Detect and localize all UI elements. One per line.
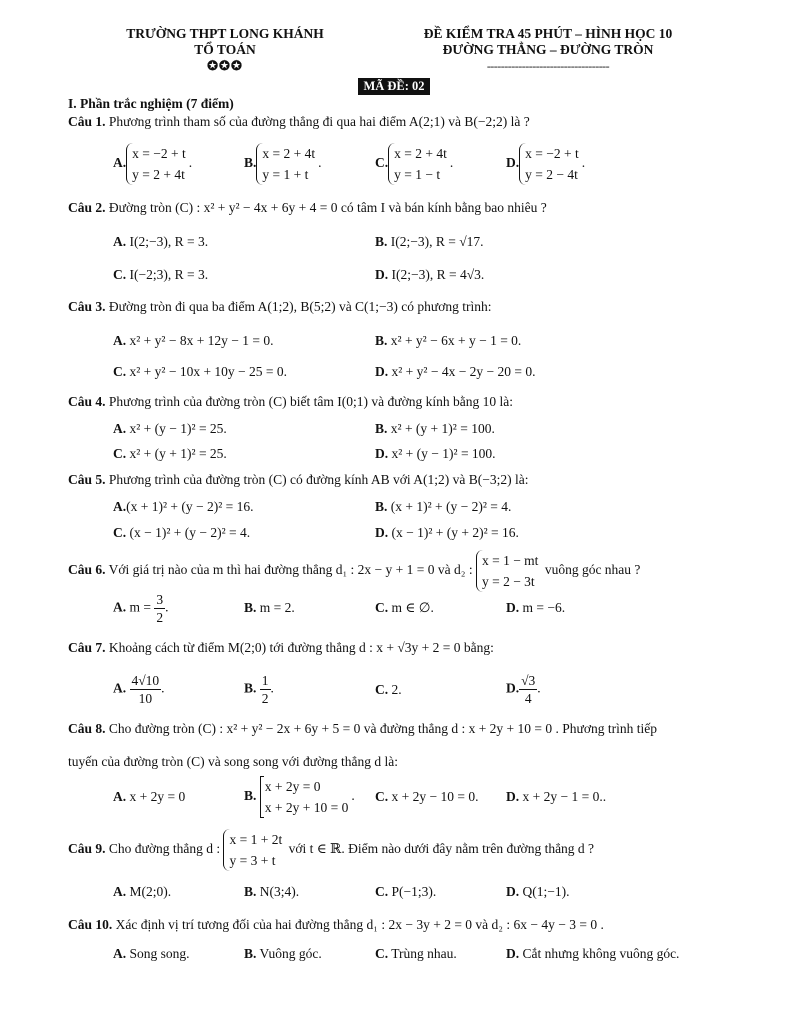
- question-4: [68, 394, 513, 410]
- q8-option-b[interactable]: [244, 776, 355, 818]
- option-label: D.: [506, 680, 520, 696]
- fraction: [519, 672, 537, 707]
- fraction: [154, 591, 165, 626]
- option-system: [388, 143, 450, 185]
- option-punct: .: [270, 680, 274, 696]
- q3-option-a[interactable]: [113, 333, 274, 349]
- question-label: Câu 1.: [68, 114, 106, 129]
- school-name: TRƯỜNG THPT LONG KHÁNH: [126, 26, 324, 41]
- q3-option-d[interactable]: [375, 364, 536, 380]
- option-label: D.: [375, 446, 389, 461]
- option-text: Vuông góc.: [259, 946, 322, 961]
- option-punct: .: [161, 680, 165, 696]
- numerator: 1: [261, 673, 269, 688]
- option-label: A.: [113, 234, 127, 249]
- system-row: x = 1 + 2t: [229, 832, 283, 847]
- system-row: y = 1 − t: [394, 167, 441, 182]
- q2-option-c[interactable]: [113, 267, 208, 283]
- option-text: I(2;−3), R = √17.: [390, 234, 484, 249]
- q4-option-a[interactable]: [113, 421, 227, 437]
- option-label: B.: [375, 333, 388, 348]
- option-label: C.: [375, 946, 389, 961]
- option-text: (x − 1)² + (y + 2)² = 16.: [391, 525, 519, 540]
- question-8: [68, 719, 728, 772]
- option-label: B.: [375, 234, 388, 249]
- option-system: [126, 143, 189, 185]
- option-label: A.: [113, 599, 127, 615]
- option-label: B.: [244, 884, 257, 899]
- option-system: [519, 143, 582, 185]
- option-label: C.: [113, 267, 127, 282]
- q7-option-c[interactable]: [375, 682, 402, 698]
- q7-option-b[interactable]: [244, 672, 274, 707]
- system-row: y = 1 + t: [262, 167, 309, 182]
- option-text: x + 2y − 1 = 0..: [522, 789, 607, 804]
- option-label: A.: [113, 884, 127, 899]
- q3-option-c[interactable]: [113, 364, 287, 380]
- denominator: 10: [138, 691, 153, 706]
- option-label: D.: [375, 525, 389, 540]
- option-text: m = −6.: [522, 600, 566, 615]
- option-label: A.: [113, 333, 127, 348]
- option-system: [256, 143, 318, 185]
- question-label: Câu 7.: [68, 640, 106, 655]
- option-text: x² + (y − 1)² = 25.: [129, 421, 227, 436]
- question-3: [68, 299, 492, 315]
- option-text: Trùng nhau.: [391, 946, 457, 961]
- q7-option-a[interactable]: [113, 672, 165, 707]
- option-label: D.: [506, 884, 520, 899]
- q5-option-d[interactable]: [375, 525, 519, 541]
- q9-option-b[interactable]: [244, 884, 299, 900]
- question-label: Câu 8.: [68, 721, 106, 736]
- system-row: x + 2y + 10 = 0: [264, 800, 349, 815]
- option-text: (x + 1)² + (y − 2)² = 4.: [390, 499, 512, 514]
- line-system: [223, 829, 285, 871]
- denominator: 4: [524, 691, 532, 706]
- option-text: m = 2.: [259, 600, 295, 615]
- option-text: x² + y² − 4x − 2y − 20 = 0.: [391, 364, 536, 379]
- question-text: Với giá trị nào của m thì hai đường thẳng d₁ : 2x − y + 1 = 0 và d₂ :: [105, 562, 473, 578]
- option-label: A.: [113, 680, 127, 696]
- option-label: B.: [244, 788, 257, 804]
- question-7: [68, 640, 494, 656]
- department-name: TỔ TOÁN: [194, 42, 256, 57]
- q2-option-a[interactable]: [113, 234, 208, 250]
- q4-option-b[interactable]: [375, 421, 495, 437]
- numerator: 4√10: [131, 673, 160, 688]
- fraction: [260, 672, 271, 707]
- q2-option-d[interactable]: [375, 267, 484, 283]
- option-text: x² + (y + 1)² = 100.: [390, 421, 495, 436]
- option-text: x² + y² − 6x + y − 1 = 0.: [390, 333, 522, 348]
- exam-title: ĐỀ KIỂM TRA 45 PHÚT – HÌNH HỌC 10: [423, 26, 673, 41]
- option-label: A.: [113, 789, 127, 804]
- question-2: [68, 200, 547, 216]
- exam-code-badge: MÃ ĐỀ: 02: [358, 78, 430, 95]
- system-row: y = 3 + t: [229, 853, 276, 868]
- option-punct: .: [537, 680, 541, 696]
- q10-option-b[interactable]: [244, 946, 322, 962]
- q6-option-a[interactable]: [113, 591, 169, 626]
- option-label: C.: [375, 789, 389, 804]
- q5-option-b[interactable]: [375, 499, 511, 515]
- option-label: B.: [375, 421, 388, 436]
- question-10: [68, 917, 604, 933]
- exam-header: [398, 26, 698, 74]
- option-label: C.: [375, 682, 389, 697]
- denominator: 2: [156, 610, 164, 625]
- header-divider: -----------------------------------: [486, 59, 610, 73]
- q3-option-b[interactable]: [375, 333, 521, 349]
- question-text: Đường tròn (C) : x² + y² − 4x + 6y + 4 = 0 có tâm I và bán kính bằng bao nhiêu ?: [105, 200, 547, 215]
- q2-option-b[interactable]: [375, 234, 484, 250]
- system-row: y = 2 − 4t: [525, 167, 578, 182]
- question-text-line2: tuyến của đường tròn (C) và song song với đường thẳng d là:: [68, 754, 399, 769]
- q10-option-d[interactable]: [506, 946, 679, 962]
- school-header: [95, 26, 355, 74]
- option-label: C.: [375, 884, 389, 899]
- q7-option-d[interactable]: [506, 672, 541, 707]
- option-text: 2.: [391, 682, 402, 697]
- section-title: I. Phần trắc nghiệm (7 điểm): [68, 96, 234, 111]
- q8-option-a[interactable]: [113, 789, 185, 805]
- option-punct: .: [165, 599, 169, 615]
- option-text: m ∈ ∅.: [391, 600, 434, 615]
- question-label: Câu 9.: [68, 841, 106, 857]
- option-text: Cắt nhưng không vuông góc.: [522, 946, 680, 961]
- option-label: B.: [244, 600, 257, 615]
- option-text: Song song.: [129, 946, 190, 961]
- system-row: y = 2 + 4t: [132, 167, 185, 182]
- question-text: Phương trình của đường tròn (C) biết tâm I(0;1) và đường kính bằng 10 là:: [105, 394, 513, 409]
- question-label: Câu 5.: [68, 472, 106, 487]
- q4-option-c[interactable]: [113, 446, 227, 462]
- option-label: A.: [113, 946, 127, 961]
- option-text: I(−2;3), R = 3.: [129, 267, 209, 282]
- question-label: Câu 3.: [68, 299, 106, 314]
- exam-topic: ĐƯỜNG THẲNG – ĐƯỜNG TRÒN: [442, 42, 654, 57]
- system-row: x + 2y = 0: [264, 779, 321, 794]
- option-text: M(2;0).: [129, 884, 172, 899]
- q6-option-d[interactable]: [506, 600, 565, 616]
- q9-option-d[interactable]: [506, 884, 569, 900]
- option-system: [260, 776, 355, 818]
- q5-option-a[interactable]: [113, 499, 254, 515]
- question-9: [68, 829, 594, 871]
- option-label: D.: [506, 946, 520, 961]
- option-text: (x − 1)² + (y − 2)² = 4.: [129, 525, 251, 540]
- q1-option-b[interactable]: B.x = 2 + 4t y = 1 + t.: [244, 143, 322, 185]
- numerator: √3: [521, 673, 536, 688]
- option-label: A.: [113, 421, 127, 436]
- question-label: Câu 4.: [68, 394, 106, 409]
- option-text: x² + y² − 10x + 10y − 25 = 0.: [129, 364, 288, 379]
- option-text: x + 2y − 10 = 0.: [391, 789, 479, 804]
- system-row: x = 2 + 4t: [394, 146, 447, 161]
- option-label: B.: [244, 680, 257, 696]
- q1-option-d[interactable]: D.x = −2 + t y = 2 − 4t.: [506, 143, 585, 185]
- q10-option-a[interactable]: [113, 946, 190, 962]
- system-row: x = −2 + t: [525, 146, 579, 161]
- numerator: 3: [156, 592, 164, 607]
- q8-option-c[interactable]: [375, 789, 478, 805]
- denominator: 2: [261, 691, 269, 706]
- question-6: [68, 550, 640, 592]
- q9-option-c[interactable]: [375, 884, 436, 900]
- question-label: Câu 6.: [68, 562, 106, 578]
- option-label: B.: [375, 499, 388, 514]
- option-text: N(3;4).: [259, 884, 300, 899]
- q6-option-b[interactable]: [244, 600, 295, 616]
- option-text: P(−1;3).: [391, 884, 437, 899]
- option-text: x² + (y + 1)² = 25.: [129, 446, 227, 461]
- question-5: [68, 472, 528, 488]
- option-text: (x + 1)² + (y − 2)² = 16.: [126, 499, 254, 514]
- q5-option-c[interactable]: [113, 525, 250, 541]
- system-row: x = 1 − mt: [481, 553, 539, 568]
- fraction: [130, 672, 165, 707]
- option-label: C.: [375, 155, 389, 171]
- option-label: C.: [113, 446, 127, 461]
- option-label: B.: [244, 155, 257, 171]
- q8-option-d[interactable]: [506, 789, 606, 805]
- question-text: Khoảng cách từ điểm M(2;0) tới đường thẳng d : x + √3y + 2 = 0 bằng:: [105, 640, 494, 655]
- option-label: D.: [375, 267, 389, 282]
- option-label: D.: [506, 600, 520, 615]
- option-text: x² + y² − 8x + 12y − 1 = 0.: [129, 333, 274, 348]
- q9-option-a[interactable]: [113, 884, 171, 900]
- option-text: I(2;−3), R = 3.: [129, 234, 209, 249]
- option-text: I(2;−3), R = 4√3.: [391, 267, 485, 282]
- option-label: D.: [375, 364, 389, 379]
- line-system: [476, 550, 541, 592]
- question-text: Cho đường tròn (C) : x² + y² − 2x + 6y + 5 = 0 và đường thẳng d : x + 2y + 10 = 0 . Phương trình tiếp: [105, 721, 657, 736]
- question-text: Phương trình tham số của đường thẳng đi qua hai điểm A(2;1) và B(−2;2) là ?: [105, 114, 530, 129]
- system-row: x = −2 + t: [132, 146, 186, 161]
- q4-option-d[interactable]: [375, 446, 496, 462]
- option-label: D.: [506, 789, 520, 804]
- option-label: A.: [113, 499, 127, 514]
- q1-option-a[interactable]: A.x = −2 + t y = 2 + 4t.: [113, 143, 192, 185]
- stars-ornament-icon: ✪✪✪: [207, 58, 243, 73]
- option-text: m =: [129, 599, 155, 615]
- question-text: Phương trình của đường tròn (C) có đường kính AB với A(1;2) và B(−3;2) là:: [105, 472, 529, 487]
- question-tail: với t ∈ ℝ. Điểm nào dưới đây nằm trên đường thẳng d ?: [285, 841, 595, 857]
- question-text: Đường tròn đi qua ba điểm A(1;2), B(5;2) và C(1;−3) có phương trình:: [105, 299, 492, 314]
- option-text: x² + (y − 1)² = 100.: [391, 446, 496, 461]
- system-row: y = 2 − 3t: [481, 574, 535, 589]
- question-label: Câu 10.: [68, 917, 113, 932]
- question-text: Xác định vị trí tương đối của hai đường thẳng d₁ : 2x − 3y + 2 = 0 và d₂ : 6x − 4y − 3 = 0 .: [112, 917, 604, 932]
- q6-option-c[interactable]: [375, 600, 434, 616]
- option-label: C.: [375, 600, 389, 615]
- option-label: D.: [506, 155, 520, 171]
- option-label: C.: [113, 525, 127, 540]
- question-tail: vuông góc nhau ?: [541, 562, 641, 578]
- q10-option-c[interactable]: [375, 946, 457, 962]
- question-label: Câu 2.: [68, 200, 106, 215]
- option-text: x + 2y = 0: [129, 789, 186, 804]
- option-label: C.: [113, 364, 127, 379]
- system-row: x = 2 + 4t: [262, 146, 316, 161]
- question-text: Cho đường thẳng d :: [105, 841, 221, 857]
- question-1: [68, 114, 530, 130]
- q1-option-c[interactable]: C.x = 2 + 4t y = 1 − t.: [375, 143, 453, 185]
- option-label: A.: [113, 155, 127, 171]
- option-label: B.: [244, 946, 257, 961]
- option-text: Q(1;−1).: [522, 884, 570, 899]
- option-punct: .: [351, 788, 355, 804]
